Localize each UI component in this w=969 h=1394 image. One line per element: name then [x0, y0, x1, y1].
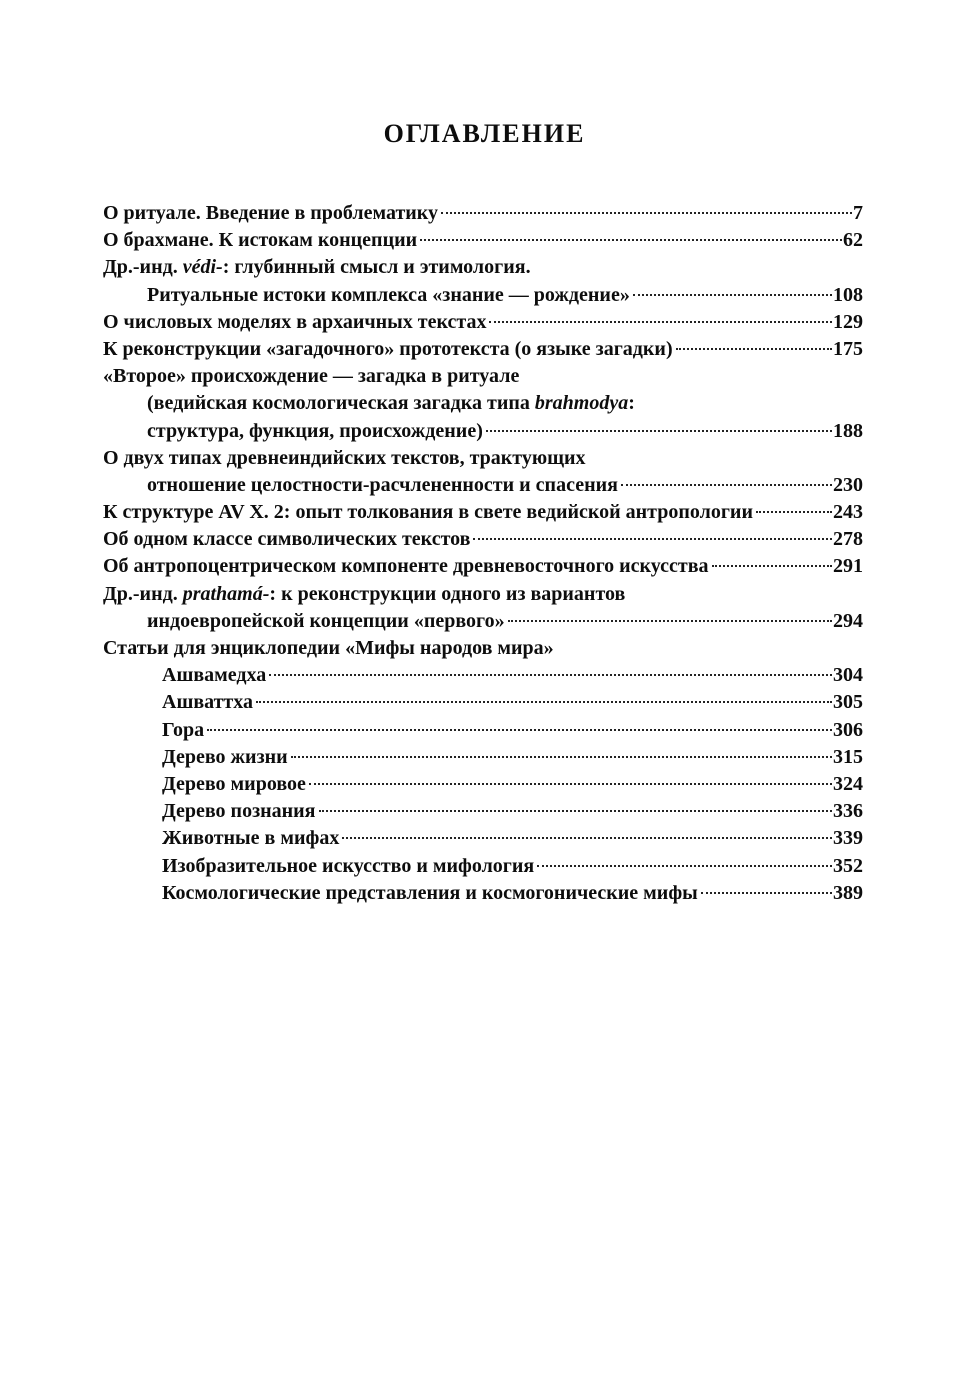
toc-entry-title: Изобразительное искусство и мифология — [162, 854, 535, 877]
toc-entry-title: Об антропоцентрическом компоненте древневосточного искусства — [103, 555, 709, 578]
toc-section-heading — [103, 635, 863, 662]
toc-entry-page: 278 — [833, 528, 863, 551]
dot-leader — [342, 837, 832, 839]
toc-entry[interactable] — [103, 282, 863, 309]
dot-leader — [486, 430, 832, 432]
toc-entry-title: О брахмане. К истокам концепции — [103, 229, 418, 252]
toc-entry[interactable] — [103, 880, 863, 907]
toc-entry-title: О ритуале. Введение в проблематику — [103, 202, 439, 224]
toc-entry-title: Дерево мировое — [162, 772, 306, 795]
toc-entry-line — [103, 390, 863, 417]
dot-leader — [676, 348, 832, 350]
dot-leader — [441, 212, 852, 214]
toc-entry[interactable] — [103, 472, 863, 499]
dot-leader — [489, 321, 832, 323]
toc-entry-page: 324 — [833, 772, 863, 795]
toc-entry-page: 304 — [833, 664, 863, 687]
toc-entry-title: индоевропейской концепции «первого» — [147, 609, 505, 632]
toc-entry-line — [103, 254, 863, 281]
toc-entry[interactable] — [103, 717, 863, 744]
toc-entry-page: 336 — [833, 800, 863, 823]
toc-entry-title: Статьи для энциклопедии «Мифы народов мира» — [103, 637, 554, 659]
toc-entry[interactable] — [103, 608, 863, 635]
toc-entry-page: 339 — [833, 827, 863, 850]
table-of-contents — [103, 200, 863, 907]
toc-entry-page: 315 — [833, 745, 863, 768]
dot-leader — [508, 620, 832, 622]
toc-entry-title: «Второе» происхождение — загадка в ритуале — [103, 365, 520, 388]
toc-entry-title: Дерево жизни — [162, 745, 288, 768]
toc-entry-title: структура, функция, происхождение) — [147, 419, 483, 442]
toc-entry-title: отношение целостности-расчлененности и спасения — [147, 473, 618, 496]
toc-entry-line — [103, 445, 863, 472]
toc-entry[interactable] — [103, 689, 863, 716]
toc-entry-title: Гора — [162, 718, 205, 741]
toc-entry-title: Ашвамедха — [162, 664, 267, 687]
toc-entry[interactable] — [103, 526, 863, 553]
toc-entry-title: Дерево познания — [162, 800, 316, 823]
toc-entry-title-suffix: : к реконструкции одного из вариантов — [269, 582, 626, 605]
toc-entry-title: Об одном классе символических текстов — [103, 528, 471, 551]
toc-entry-page: 389 — [833, 881, 863, 904]
toc-entry-title-suffix: : глубинный смысл и этимология. — [222, 256, 531, 279]
dot-leader — [291, 756, 832, 758]
toc-entry-page: 129 — [833, 310, 863, 333]
toc-entry-title-prefix: (ведийская космологическая загадка типа — [147, 392, 535, 415]
toc-entry-title: Космологические представления и космогонические мифы — [162, 881, 698, 904]
dot-leader — [633, 294, 832, 296]
dot-leader — [256, 701, 832, 703]
toc-entry[interactable] — [103, 227, 863, 254]
toc-entry[interactable] — [103, 309, 863, 336]
toc-entry[interactable] — [103, 825, 863, 852]
toc-entry-page: 175 — [833, 337, 863, 360]
toc-entry-title-prefix: Др.-инд. — [103, 582, 183, 605]
dot-leader — [701, 892, 832, 894]
toc-entry[interactable] — [103, 553, 863, 580]
toc-entry-line — [103, 363, 863, 390]
toc-entry-term: védi- — [182, 256, 223, 279]
toc-entry-title: К структуре AV X. 2: опыт толкования в свете ведийской антропологии — [103, 501, 753, 524]
toc-entry[interactable] — [103, 798, 863, 825]
dot-leader — [319, 810, 833, 812]
toc-entry-title: Ашваттха — [162, 691, 253, 714]
toc-entry-page: 294 — [833, 609, 863, 632]
toc-entry-term: brahmodya — [534, 392, 629, 415]
dot-leader — [473, 538, 832, 540]
toc-entry-title: К реконструкции «загадочного» прототекста (о языке загадки) — [103, 337, 673, 360]
toc-entry-page: 305 — [833, 691, 863, 714]
toc-entry-page: 62 — [843, 229, 863, 252]
toc-entry-page: 188 — [833, 419, 863, 442]
toc-entry[interactable] — [103, 336, 863, 363]
toc-entry-page: 230 — [833, 473, 863, 496]
dot-leader — [537, 865, 832, 867]
dot-leader — [207, 729, 832, 731]
toc-entry-title: Ритуальные истоки комплекса «знание — рождение» — [147, 283, 630, 306]
page-title: ОГЛАВЛЕНИЕ — [383, 119, 586, 148]
dot-leader — [309, 783, 832, 785]
toc-entry-title: Животные в мифах — [162, 827, 340, 850]
toc-entry-page: 291 — [833, 555, 863, 578]
toc-entry[interactable] — [103, 662, 863, 689]
toc-entry[interactable] — [103, 499, 863, 526]
toc-entry-page: 108 — [833, 283, 863, 306]
dot-leader — [621, 484, 832, 486]
toc-entry[interactable] — [103, 418, 863, 445]
toc-entry-title-suffix: : — [628, 392, 635, 415]
toc-entry-title-prefix: Др.-инд. — [103, 256, 183, 279]
toc-entry-page: 7 — [853, 202, 863, 224]
toc-entry-title: О числовых моделях в архаичных текстах — [103, 310, 487, 333]
toc-entry[interactable] — [103, 771, 863, 798]
toc-entry-page: 306 — [833, 718, 863, 741]
toc-entry-line — [103, 581, 863, 608]
toc-entry[interactable] — [103, 853, 863, 880]
dot-leader — [756, 511, 832, 513]
dot-leader — [712, 565, 832, 567]
dot-leader — [269, 674, 832, 676]
toc-entry-title: О двух типах древнеиндийских текстов, трактующих — [103, 446, 586, 469]
toc-entry-page: 243 — [833, 501, 863, 524]
toc-entry-term: prathamá- — [182, 582, 270, 605]
toc-entry-page: 352 — [833, 854, 863, 877]
toc-entry[interactable] — [103, 200, 863, 227]
toc-entry[interactable] — [103, 744, 863, 771]
dot-leader — [420, 239, 842, 241]
